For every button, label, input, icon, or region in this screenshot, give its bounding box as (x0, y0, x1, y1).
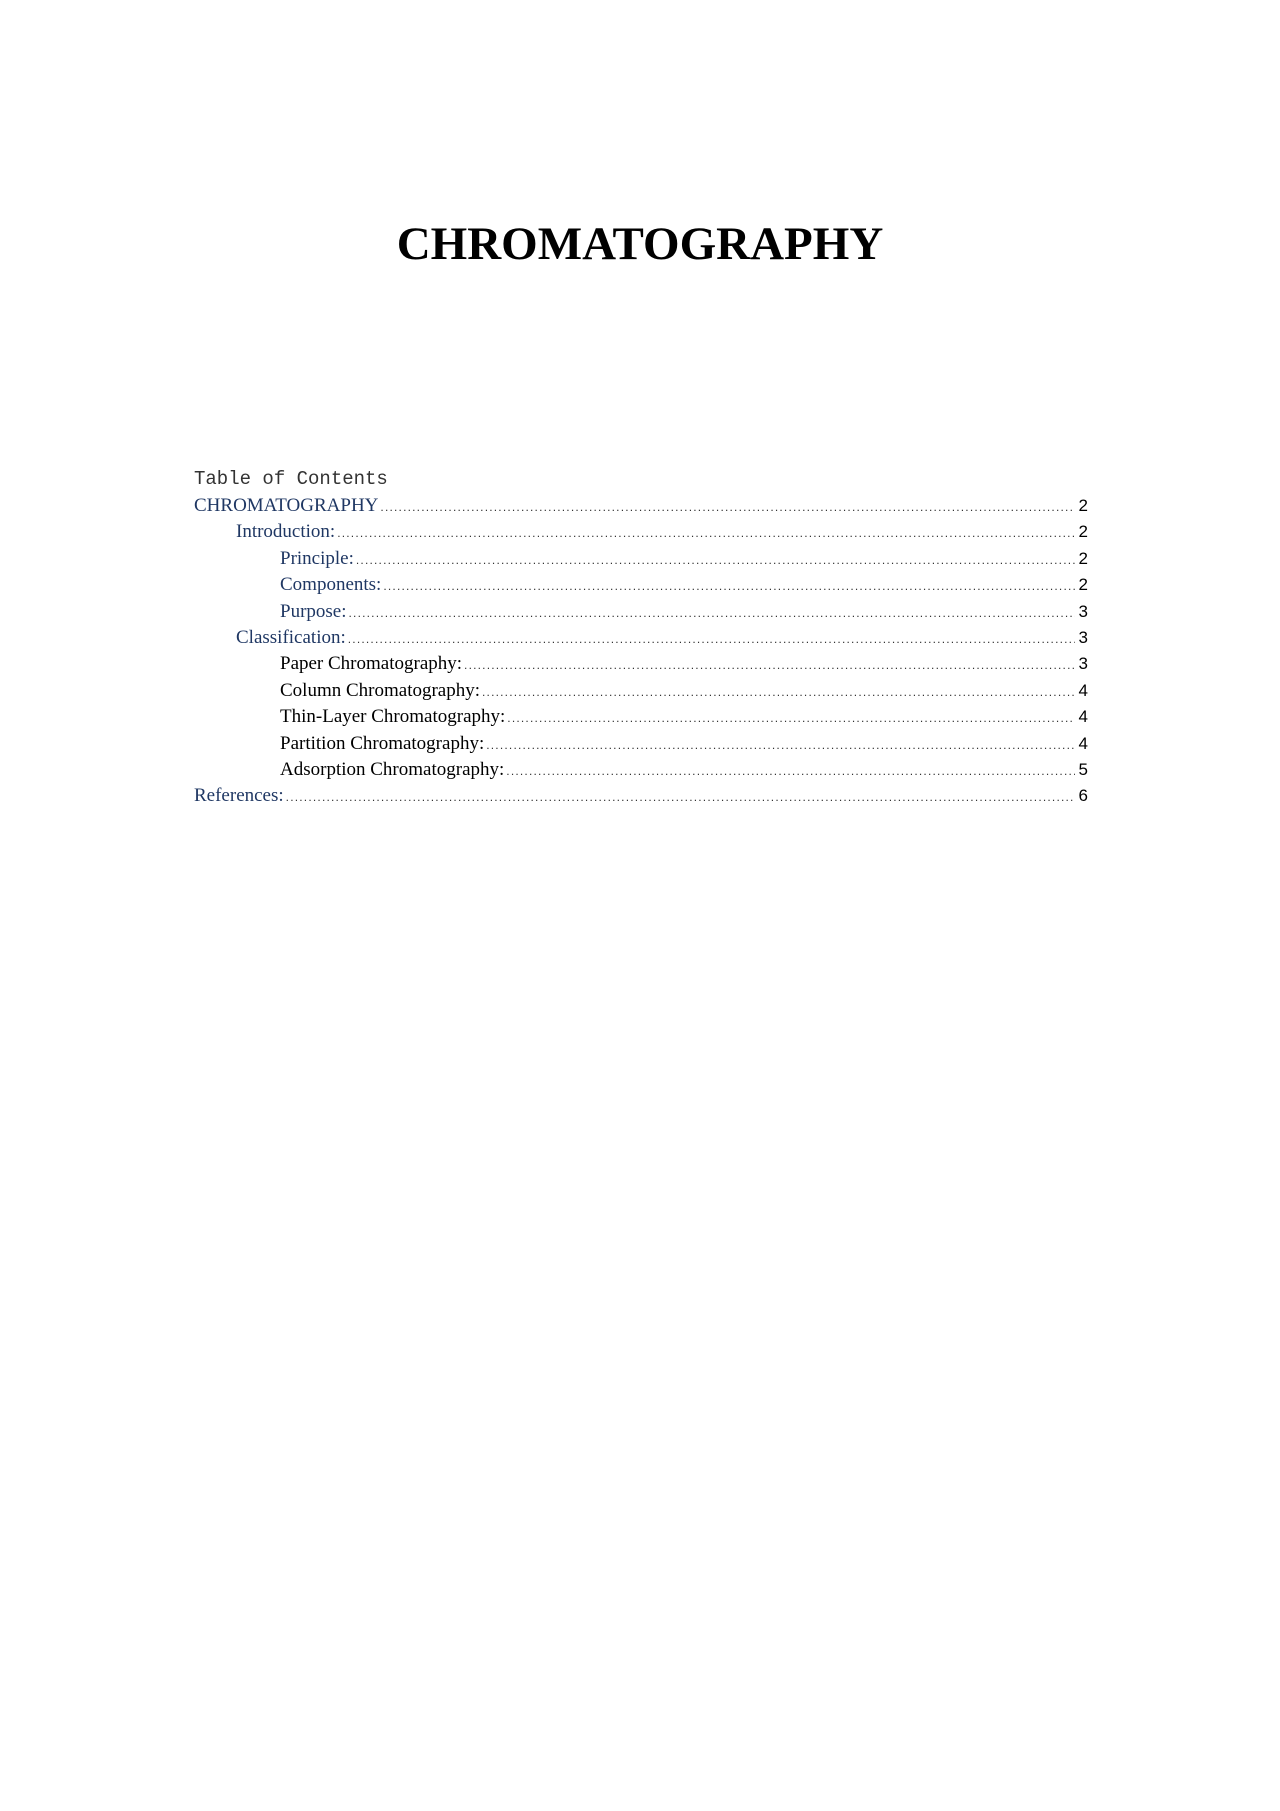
toc-entry-principle[interactable] (194, 546, 1088, 572)
toc-entry-label: Thin-Layer Chromatography: (280, 706, 506, 728)
toc-page-number: 2 (1078, 496, 1088, 515)
toc-entry-classification[interactable] (194, 625, 1088, 651)
toc-entry-purpose[interactable] (194, 599, 1088, 625)
toc-dot-leader (482, 679, 1075, 704)
toc-dot-leader (337, 520, 1074, 545)
toc-entry-column-chromatography[interactable] (194, 678, 1088, 704)
toc-dot-leader (286, 784, 1075, 809)
toc-dot-leader (348, 626, 1075, 651)
toc-page-number: 3 (1078, 654, 1088, 674)
document-title: CHROMATOGRAPHY (396, 218, 884, 270)
toc-page-number: 2 (1078, 575, 1088, 595)
toc-entry-label: References: (194, 785, 284, 807)
toc-entry-label: CHROMATOGRAPHY (194, 495, 379, 516)
toc-dot-leader (380, 494, 1074, 519)
toc-page-number: 6 (1078, 786, 1088, 806)
toc-entry-label: Components: (280, 574, 382, 596)
toc-entry-introduction[interactable] (194, 519, 1088, 545)
toc-page-number: 3 (1078, 627, 1088, 647)
toc-dot-leader (383, 573, 1074, 598)
toc-dot-leader (506, 758, 1074, 783)
toc-page-number: 3 (1078, 601, 1088, 621)
toc-entry-paper-chromatography[interactable] (194, 651, 1088, 677)
toc-entry-references[interactable] (194, 783, 1088, 809)
toc-dot-leader (349, 600, 1075, 625)
toc-entry-components[interactable] (194, 572, 1088, 598)
toc-entry-thin-layer-chromatography[interactable] (194, 704, 1088, 730)
toc-entry-label: Classification: (236, 626, 346, 648)
toc-entry-label: Partition Chromatography: (280, 732, 485, 754)
toc-entry-partition-chromatography[interactable] (194, 731, 1088, 757)
toc-page-number: 2 (1078, 522, 1088, 542)
toc-entry-label: Introduction: (236, 521, 336, 543)
toc-page-number: 5 (1078, 759, 1088, 779)
toc-heading: Table of Contents (194, 468, 388, 490)
toc-entry-label: Principle: (280, 547, 354, 569)
toc-entry-chromatography[interactable] (194, 493, 1088, 519)
table-of-contents (194, 465, 1088, 810)
toc-page-number: 2 (1078, 548, 1088, 568)
toc-list (194, 493, 1088, 810)
toc-page-number: 4 (1078, 733, 1088, 753)
toc-entry-label: Adsorption Chromatography: (280, 758, 505, 780)
toc-dot-leader (464, 652, 1074, 677)
toc-dot-leader (486, 732, 1074, 757)
toc-dot-leader (356, 547, 1075, 572)
toc-entry-label: Purpose: (280, 600, 347, 622)
toc-entry-label: Paper Chromatography: (280, 653, 463, 675)
toc-page-number: 4 (1078, 680, 1088, 700)
toc-dot-leader (507, 705, 1074, 730)
toc-entry-label: Column Chromatography: (280, 679, 481, 701)
toc-entry-adsorption-chromatography[interactable] (194, 757, 1088, 783)
toc-page-number: 4 (1078, 707, 1088, 727)
